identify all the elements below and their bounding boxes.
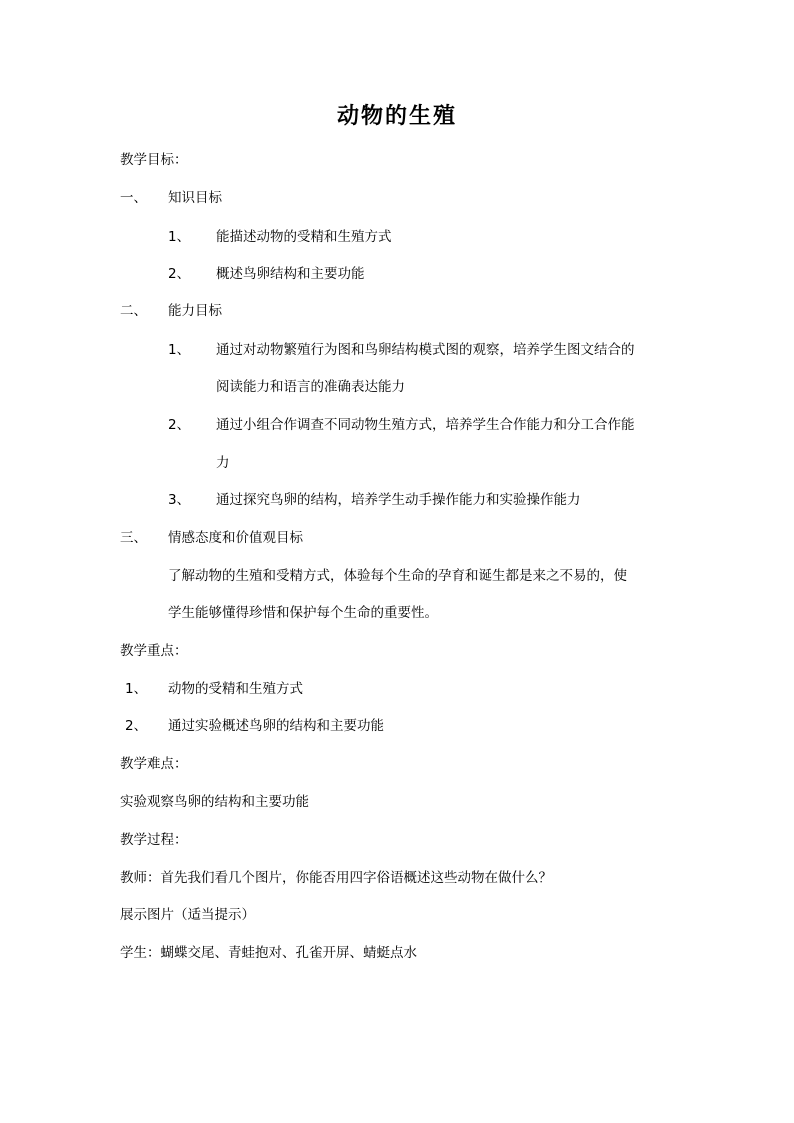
attitude-paragraph-line-2: 学生能够懂得珍惜和保护每个生命的重要性。 xyxy=(168,605,438,621)
knowledge-item-2-number: 2、 xyxy=(168,266,191,282)
knowledge-item-2-text: 概述鸟卵结构和主要功能 xyxy=(216,266,365,282)
ability-item-3-number: 3、 xyxy=(168,492,191,508)
difficulties-heading: 教学难点： xyxy=(120,756,188,772)
key-point-2-text: 通过实验概述鸟卵的结构和主要功能 xyxy=(168,718,384,734)
teaching-goals-heading: 教学目标： xyxy=(120,152,188,168)
ability-item-1-number: 1、 xyxy=(168,342,191,358)
section-3-number: 三、 xyxy=(120,530,147,546)
key-point-1-number: 1、 xyxy=(125,681,148,697)
section-1-number: 一、 xyxy=(120,190,147,206)
section-1-label: 知识目标 xyxy=(168,190,222,206)
process-line-student: 学生：蝴蝶交尾、青蛙抱对、孔雀开屏、蜻蜓点水 xyxy=(120,945,417,961)
attitude-paragraph-line-1: 了解动物的生殖和受精方式，体验每个生命的孕育和诞生都是来之不易的，使 xyxy=(168,568,627,584)
knowledge-item-1-number: 1、 xyxy=(168,229,191,245)
ability-item-1-line-2: 阅读能力和语言的准确表达能力 xyxy=(216,379,405,395)
ability-item-2-line-2: 力 xyxy=(216,455,230,471)
section-3-label: 情感态度和价值观目标 xyxy=(168,530,303,546)
ability-item-2-number: 2、 xyxy=(168,417,191,433)
process-heading: 教学过程： xyxy=(120,832,188,848)
knowledge-item-1-text: 能描述动物的受精和生殖方式 xyxy=(216,229,392,245)
ability-item-1-line-1: 通过对动物繁殖行为图和鸟卵结构模式图的观察，培养学生图文结合的 xyxy=(216,342,635,358)
section-2-label: 能力目标 xyxy=(168,303,222,319)
process-line-show-images: 展示图片（适当提示） xyxy=(120,907,255,923)
document-title: 动物的生殖 xyxy=(336,103,457,129)
key-point-1-text: 动物的受精和生殖方式 xyxy=(168,681,303,697)
section-2-number: 二、 xyxy=(120,303,147,319)
difficulties-text: 实验观察鸟卵的结构和主要功能 xyxy=(120,794,309,810)
ability-item-2-line-1: 通过小组合作调查不同动物生殖方式，培养学生合作能力和分工合作能 xyxy=(216,417,635,433)
ability-item-3-text: 通过探究鸟卵的结构，培养学生动手操作能力和实验操作能力 xyxy=(216,492,581,508)
key-points-heading: 教学重点： xyxy=(120,643,188,659)
process-line-teacher: 教师：首先我们看几个图片，你能否用四字俗语概述这些动物在做什么？ xyxy=(120,870,552,886)
key-point-2-number: 2、 xyxy=(125,718,148,734)
